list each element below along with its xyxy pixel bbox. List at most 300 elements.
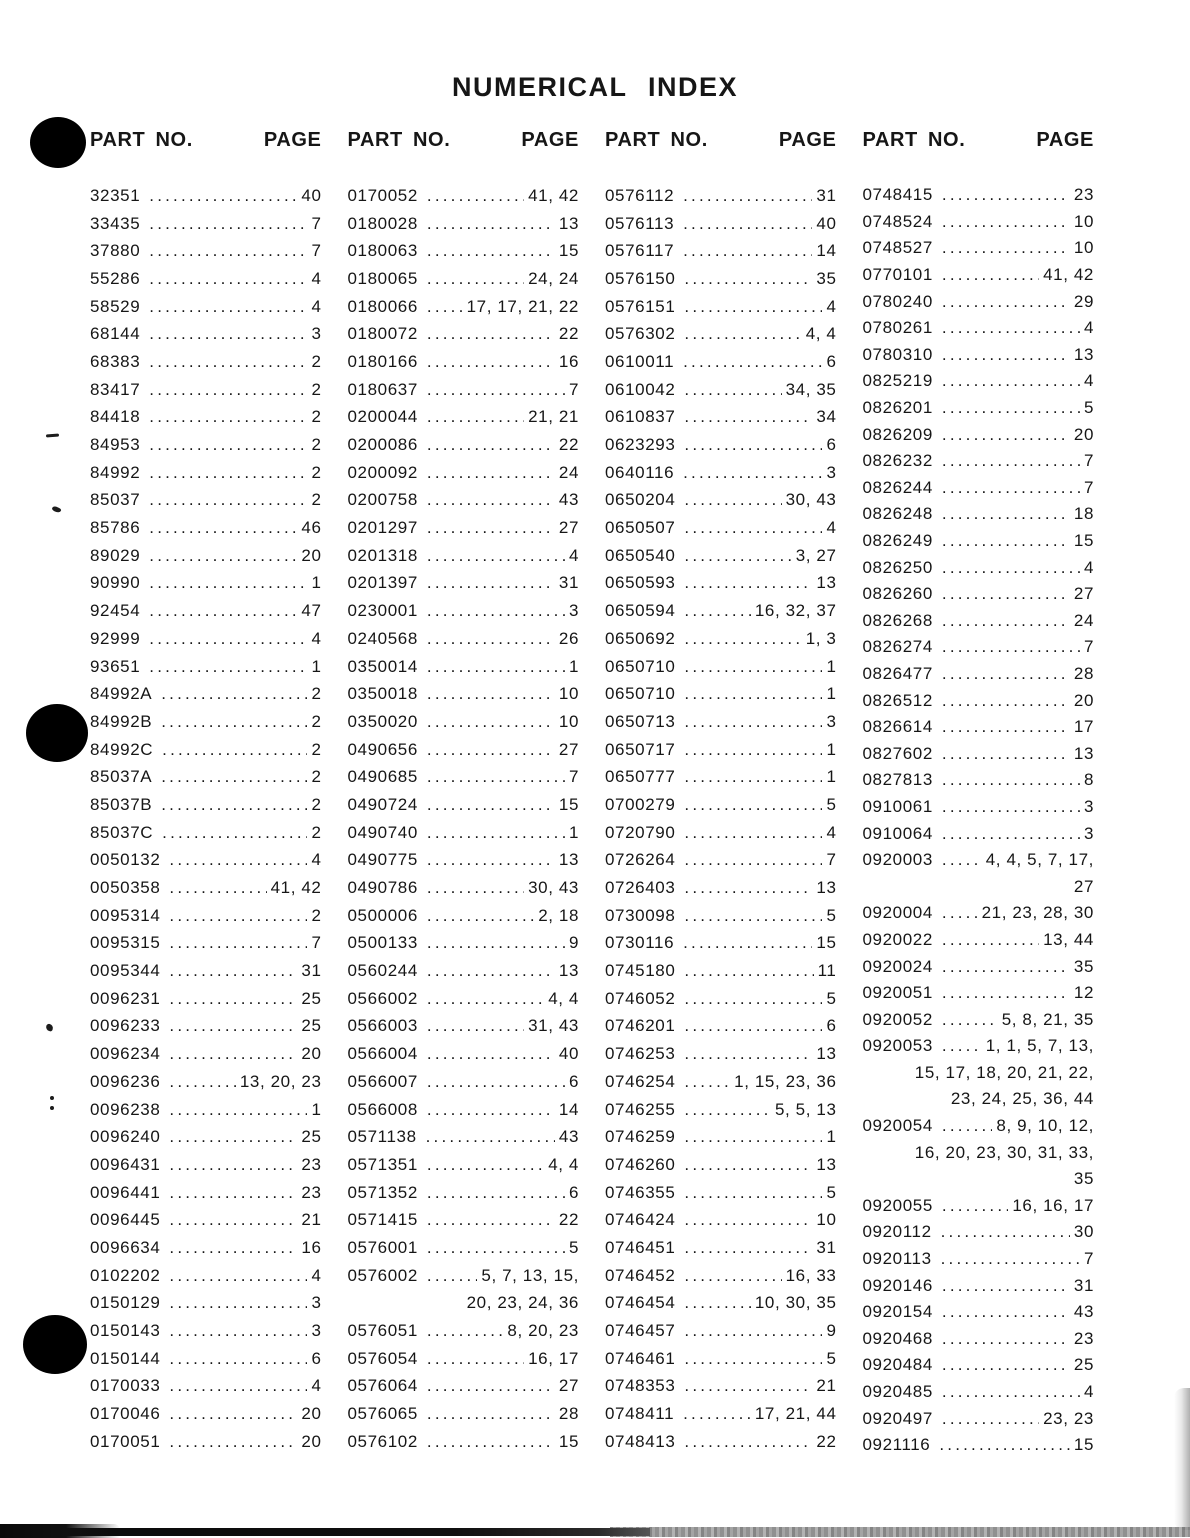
dot-leader (942, 1355, 1070, 1375)
part-number: 0920051 (862, 983, 933, 1003)
index-entry (90, 237, 322, 265)
dot-leader (161, 767, 307, 787)
page-numbers: 13, 20, 23 (239, 1071, 322, 1091)
part-number: 0096441 (90, 1182, 161, 1202)
dot-leader (149, 573, 307, 593)
page-numbers: 4 (311, 1265, 322, 1285)
part-number: 0726403 (605, 878, 676, 898)
part-number: 0610042 (605, 379, 676, 399)
index-entry (348, 1040, 580, 1068)
index-entry (863, 1113, 1095, 1193)
page-numbers: 1 (311, 1099, 322, 1119)
page-numbers: 1 (568, 656, 579, 676)
dot-leader (942, 691, 1070, 711)
page-numbers: 35 (816, 268, 837, 288)
dot-leader (427, 1238, 565, 1258)
part-number: 0910061 (862, 796, 933, 816)
part-number: 0180028 (347, 213, 418, 233)
index-entry (605, 570, 837, 598)
dot-leader (427, 601, 565, 621)
part-number: 0200044 (347, 407, 418, 427)
part-number: 0826260 (862, 584, 933, 604)
part-number: 0102202 (90, 1265, 161, 1285)
dot-leader (169, 850, 307, 870)
part-number: 0650204 (605, 490, 676, 510)
dot-leader (684, 1155, 812, 1175)
dot-leader (942, 1382, 1080, 1402)
part-number: 0920004 (862, 903, 933, 923)
index-entry (605, 1290, 837, 1318)
index-entry (863, 1432, 1095, 1459)
index-entry (348, 1151, 580, 1179)
index-entry (863, 368, 1095, 395)
page-numbers: 15 (558, 1431, 579, 1451)
index-entry (348, 957, 580, 985)
page-numbers: 4 (568, 545, 579, 565)
part-number: 0748415 (862, 185, 933, 205)
index-entry (348, 1373, 580, 1401)
dot-leader (149, 657, 307, 677)
page-numbers: 21 (816, 1376, 837, 1396)
index-entry (348, 653, 580, 681)
index-entry (348, 1345, 580, 1373)
page-numbers: 7 (568, 379, 579, 399)
column-rows (605, 182, 837, 1456)
dot-leader (427, 1210, 555, 1230)
index-entry (90, 930, 322, 958)
dot-leader (149, 463, 307, 483)
page-numbers: 22 (558, 1210, 579, 1230)
dot-leader (939, 1435, 1070, 1455)
dot-leader (684, 850, 822, 870)
index-entry (90, 1040, 322, 1068)
part-number: 0746254 (605, 1071, 676, 1091)
index-entry (605, 957, 837, 985)
dot-leader (169, 1183, 297, 1203)
page-numbers: 2 (311, 490, 322, 510)
index-entry (605, 348, 837, 376)
dot-leader (427, 1432, 555, 1452)
dot-leader (942, 850, 982, 870)
dot-leader (683, 1404, 751, 1424)
part-number: 68144 (90, 324, 141, 344)
index-entry (90, 902, 322, 930)
page-numbers: 25 (301, 1127, 322, 1147)
index-entry (348, 902, 580, 930)
index-entry (348, 708, 580, 736)
page-numbers: 27 (558, 1376, 579, 1396)
page-numbers: 20 (301, 545, 322, 565)
dot-leader (169, 989, 297, 1009)
part-number: 93651 (90, 656, 141, 676)
part-number: 0096234 (90, 1044, 161, 1064)
dot-leader (427, 573, 555, 593)
page-numbers: 18 (1073, 504, 1094, 524)
index-entry (348, 542, 580, 570)
part-number: 0576302 (605, 324, 676, 344)
page-title: NUMERICAL INDEX (451, 72, 739, 102)
punch-hole (23, 1315, 87, 1374)
index-entry (348, 1123, 580, 1151)
part-number: 0746253 (605, 1044, 676, 1064)
dot-leader (427, 380, 565, 400)
part-number: 0576113 (605, 213, 675, 233)
dot-leader (684, 740, 822, 760)
dot-leader (169, 1210, 297, 1230)
part-number: 0826248 (862, 504, 933, 524)
dot-leader (684, 712, 822, 732)
index-entry (605, 736, 837, 764)
part-number: 0730098 (605, 905, 676, 925)
part-number: 0745180 (605, 961, 676, 981)
part-number: 0576102 (347, 1431, 418, 1451)
part-number: 0180065 (347, 268, 418, 288)
index-entry (90, 1206, 322, 1234)
dot-leader (426, 1127, 555, 1147)
dot-leader (149, 407, 307, 427)
part-number: 0650710 (605, 656, 676, 676)
index-entry (90, 1317, 322, 1345)
index-entry (348, 459, 580, 487)
page-numbers: 5, 8, 21, 35 (1001, 1009, 1094, 1029)
dot-leader (149, 186, 297, 206)
index-entry (348, 514, 580, 542)
page-numbers: 23 (1073, 185, 1094, 205)
part-number: 0095344 (90, 961, 161, 981)
index-entry (348, 1013, 580, 1041)
dot-leader (169, 1432, 297, 1452)
page-header: PAGE (263, 129, 322, 151)
index-column-1 (90, 128, 322, 1459)
index-entry (863, 767, 1095, 794)
page-numbers: 13 (816, 878, 837, 898)
dot-leader (942, 611, 1070, 631)
dot-leader (683, 186, 812, 206)
page-numbers: 6 (311, 1348, 322, 1368)
index-entry (90, 736, 322, 764)
index-entry (605, 404, 837, 432)
part-number: 0230001 (347, 601, 418, 621)
dot-leader (427, 1072, 565, 1092)
index-entry (90, 570, 322, 598)
page-numbers-continued: 27 (1073, 876, 1094, 896)
page-numbers: 23 (1073, 1328, 1094, 1348)
index-entry (863, 1033, 1095, 1113)
part-number: 0180066 (347, 296, 418, 316)
index-entry (863, 900, 1095, 927)
part-number: 33435 (90, 213, 141, 233)
page-numbers: 3 (568, 601, 579, 621)
index-entry (90, 597, 322, 625)
part-number: 68383 (90, 351, 141, 371)
part-number: 0780261 (862, 318, 933, 338)
dot-leader (427, 878, 524, 898)
dot-leader (684, 684, 822, 704)
page-numbers: 8, 20, 23 (507, 1321, 579, 1341)
page-numbers: 16, 16, 17 (1012, 1195, 1094, 1215)
dot-leader (684, 1238, 812, 1258)
part-number: 0170033 (90, 1376, 161, 1396)
index-entry (90, 653, 322, 681)
part-number: 0096238 (90, 1099, 161, 1119)
index-entry (90, 985, 322, 1013)
page-numbers: 13 (1073, 743, 1094, 763)
dot-leader (942, 371, 1080, 391)
index-entry (863, 1405, 1095, 1432)
page-numbers: 3 (1083, 796, 1094, 816)
part-number: 0746452 (605, 1265, 676, 1285)
index-entry (863, 927, 1095, 954)
part-number: 0096445 (90, 1210, 161, 1230)
part-number: 0201318 (347, 545, 418, 565)
dot-leader (169, 1044, 297, 1064)
page-numbers: 3 (826, 711, 837, 731)
part-number: 0826274 (862, 637, 933, 657)
dot-leader (942, 425, 1070, 445)
part-number: 58529 (90, 296, 141, 316)
part-number: 0576054 (347, 1348, 418, 1368)
index-entry (863, 421, 1095, 448)
part-no-header: PART NO. (90, 129, 193, 151)
index-entry (90, 1290, 322, 1318)
index-entry (605, 265, 837, 293)
dot-leader (684, 518, 822, 538)
page-numbers: 13 (558, 213, 579, 233)
page-numbers: 24 (1073, 610, 1094, 630)
page-numbers: 17 (1073, 717, 1094, 737)
index-entry (348, 210, 580, 238)
dot-leader (162, 740, 307, 760)
dot-leader (942, 983, 1070, 1003)
part-number: 0826250 (862, 557, 933, 577)
part-number: 0826268 (862, 610, 933, 630)
part-number: 0576051 (347, 1321, 418, 1341)
part-number: 0490685 (347, 767, 418, 787)
index-column-3 (605, 128, 837, 1459)
part-number: 0920497 (862, 1408, 933, 1428)
part-number: 85786 (90, 518, 141, 538)
index-entry (863, 581, 1095, 608)
dot-leader (427, 850, 555, 870)
dot-leader (942, 1329, 1070, 1349)
page-numbers: 16 (558, 351, 579, 371)
part-number: 0350020 (347, 711, 418, 731)
page-numbers: 1 (826, 684, 837, 704)
page-numbers: 16 (301, 1237, 322, 1257)
page-numbers: 2 (311, 711, 322, 731)
index-entry (348, 237, 580, 265)
dot-leader (169, 906, 307, 926)
index-entry (605, 237, 837, 265)
index-entry (605, 819, 837, 847)
page-numbers: 7 (311, 241, 322, 261)
part-number: 0150143 (90, 1321, 161, 1341)
page-numbers: 2 (311, 462, 322, 482)
page-numbers: 10 (1073, 211, 1094, 231)
index-entry (863, 262, 1095, 289)
part-number: 0576117 (605, 241, 675, 261)
index-entry (863, 395, 1095, 422)
part-number: 0640116 (605, 462, 675, 482)
page-numbers: 4 (826, 296, 837, 316)
page-numbers: 25 (301, 988, 322, 1008)
part-number: 0576001 (347, 1237, 418, 1257)
page-numbers: 3 (311, 324, 322, 344)
page-numbers: 5, 7, 13, 15, (481, 1265, 579, 1285)
page-numbers: 35 (1073, 956, 1094, 976)
page-numbers: 9 (568, 933, 579, 953)
page-numbers: 31 (558, 573, 579, 593)
part-number: 0921116 (862, 1435, 931, 1455)
dot-leader (683, 241, 812, 261)
index-entry (90, 1234, 322, 1262)
index-entry (348, 763, 580, 791)
page-numbers: 10 (558, 684, 579, 704)
index-entry (863, 847, 1095, 900)
index-entry (348, 791, 580, 819)
page-numbers: 27 (558, 739, 579, 759)
page-numbers: 4 (1083, 371, 1094, 391)
part-number: 0096634 (90, 1237, 161, 1257)
dot-leader (942, 478, 1080, 498)
part-number: 0200086 (347, 435, 418, 455)
page-numbers: 47 (301, 601, 322, 621)
numerical-index (90, 128, 1094, 1459)
index-entry (348, 293, 580, 321)
dot-leader (942, 185, 1070, 205)
dot-leader (684, 1321, 822, 1341)
index-entry (90, 293, 322, 321)
part-number: 0920024 (862, 956, 933, 976)
part-number: 90990 (90, 573, 141, 593)
index-entry (863, 528, 1095, 555)
page-numbers: 22 (816, 1431, 837, 1451)
part-number: 0170051 (90, 1431, 161, 1451)
page-numbers: 7 (311, 933, 322, 953)
page-numbers: 4 (311, 268, 322, 288)
part-number: 0050358 (90, 878, 161, 898)
page-numbers-continued: 15, 17, 18, 20, 21, 22, (914, 1062, 1094, 1082)
dot-leader (427, 629, 555, 649)
page-numbers: 28 (1073, 663, 1094, 683)
dot-leader (942, 504, 1070, 524)
dot-leader (684, 1183, 822, 1203)
index-entry (863, 953, 1095, 980)
dot-leader (942, 797, 1080, 817)
page-numbers: 3 (1083, 823, 1094, 843)
index-entry (90, 1068, 322, 1096)
part-number: 0720790 (605, 822, 676, 842)
dot-leader (149, 269, 307, 289)
part-number: 0610011 (605, 351, 675, 371)
dot-leader (683, 352, 822, 372)
page-numbers: 4 (826, 518, 837, 538)
dot-leader (169, 1100, 307, 1120)
part-number: 0920154 (862, 1302, 933, 1322)
index-entry (90, 1400, 322, 1428)
dot-leader (684, 1100, 771, 1120)
part-number: 0920055 (862, 1195, 933, 1215)
index-entry (348, 680, 580, 708)
index-entry (348, 265, 580, 293)
dot-leader (427, 1044, 555, 1064)
part-number: 0748524 (862, 211, 933, 231)
dot-leader (684, 601, 750, 621)
part-number: 0826512 (862, 690, 933, 710)
index-entry (348, 348, 580, 376)
page-numbers: 23 (301, 1182, 322, 1202)
index-entry (863, 1272, 1095, 1299)
dot-leader (684, 961, 813, 981)
page-numbers: 41, 42 (1043, 265, 1094, 285)
part-number: 0920146 (862, 1275, 933, 1295)
dot-leader (941, 1249, 1080, 1269)
dot-leader (684, 1072, 730, 1092)
part-number: 84992B (90, 711, 153, 731)
index-entry (90, 1123, 322, 1151)
page-numbers: 2 (311, 435, 322, 455)
part-number: 84953 (90, 435, 141, 455)
part-number: 0180072 (347, 324, 418, 344)
page-numbers: 5 (826, 1182, 837, 1202)
dot-leader (161, 684, 307, 704)
page-numbers: 13 (816, 1044, 837, 1064)
page-numbers: 28 (558, 1404, 579, 1424)
part-number: 0566002 (347, 988, 418, 1008)
part-number: 0490656 (347, 739, 418, 759)
page-numbers: 41, 42 (270, 878, 322, 898)
part-number: 0730116 (605, 933, 675, 953)
dot-leader (149, 518, 297, 538)
part-number: 84992 (90, 462, 141, 482)
dot-leader (942, 584, 1070, 604)
part-number: 0748411 (605, 1404, 675, 1424)
column-rows (348, 182, 580, 1456)
punch-hole (30, 117, 86, 168)
part-number: 0200092 (347, 462, 418, 482)
part-number: 0170052 (347, 185, 418, 205)
index-entry (605, 763, 837, 791)
part-number: 0350014 (347, 656, 418, 676)
index-entry (605, 847, 837, 875)
scan-artifact (45, 1023, 54, 1032)
index-entry (348, 1317, 580, 1345)
index-entry (605, 1345, 837, 1373)
page-numbers: 14 (558, 1099, 579, 1119)
index-entry (348, 874, 580, 902)
dot-leader (427, 795, 555, 815)
page-numbers: 4 (311, 628, 322, 648)
dot-leader (942, 1036, 982, 1056)
page-numbers: 4 (311, 1376, 322, 1396)
dot-leader (684, 1349, 822, 1369)
dot-leader (427, 1183, 565, 1203)
dot-leader (169, 961, 297, 981)
page-numbers: 30 (1073, 1222, 1094, 1242)
dot-leader (149, 435, 307, 455)
page-numbers: 4, 4 (548, 1154, 579, 1174)
part-number: 0826249 (862, 531, 933, 551)
page-numbers: 7 (1083, 477, 1094, 497)
part-number: 0571415 (347, 1210, 418, 1230)
index-entry (348, 376, 580, 404)
index-entry (863, 182, 1095, 209)
part-number: 0096233 (90, 1016, 161, 1036)
index-entry (348, 182, 580, 210)
index-entry (90, 1151, 322, 1179)
dot-leader (942, 664, 1070, 684)
page-numbers: 1 (311, 573, 322, 593)
